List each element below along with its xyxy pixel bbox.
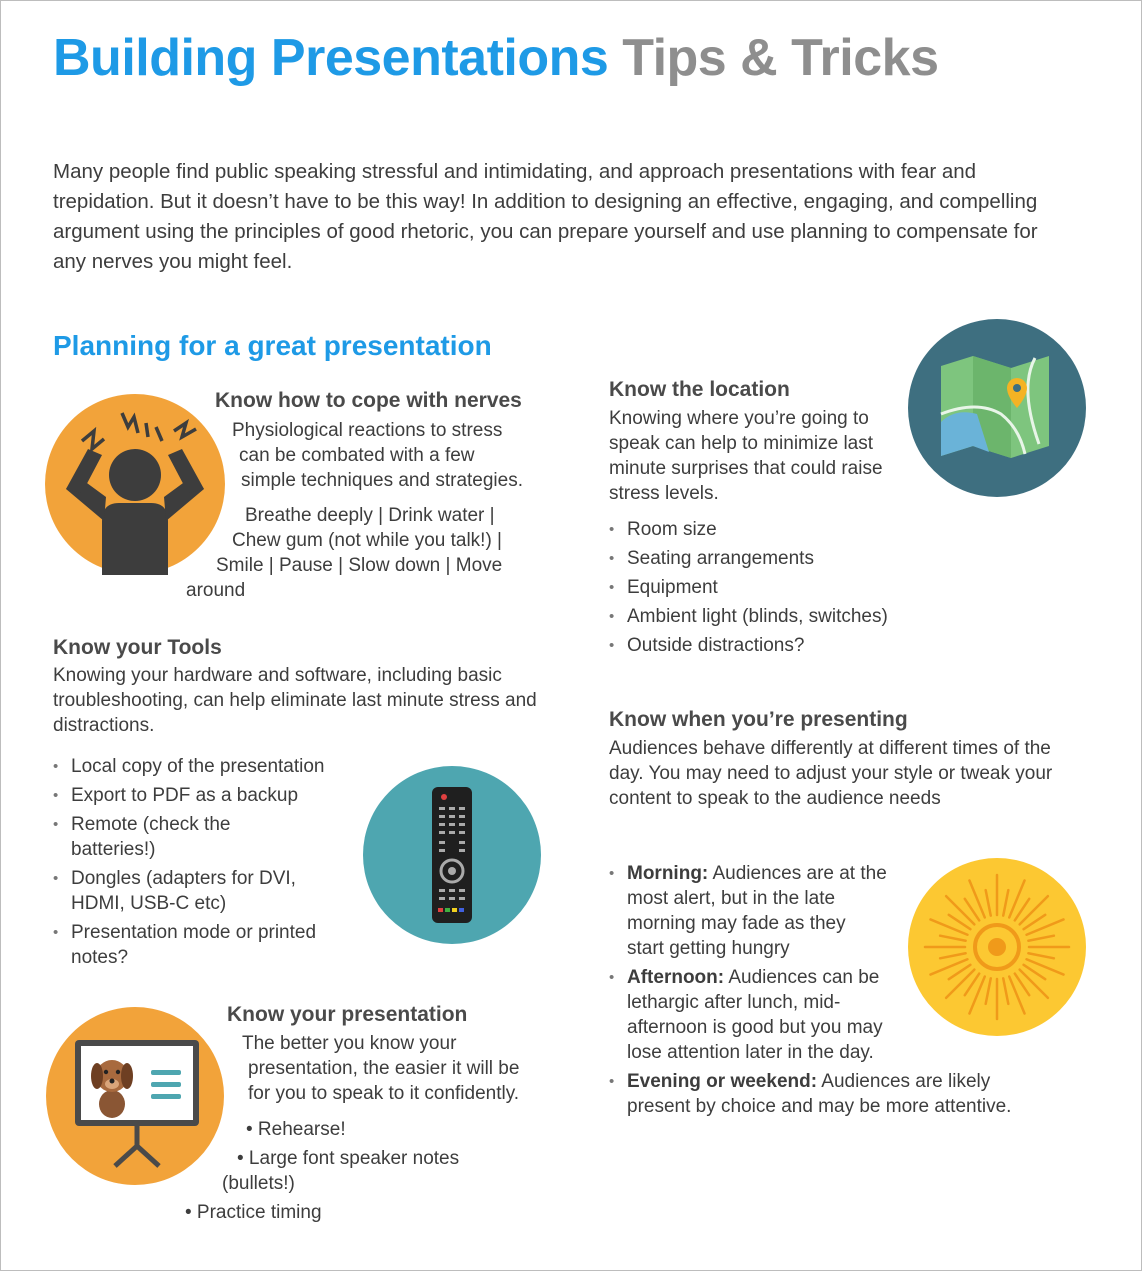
item-label: Evening or weekend: — [627, 1071, 818, 1092]
when-heading: Know when you’re presenting — [609, 708, 908, 731]
list-item: • Export to PDF as a backup — [53, 783, 353, 808]
list-item: • Remote (check the batteries!) — [53, 812, 256, 862]
list-item — [609, 861, 887, 961]
list-item: • Presentation mode or printed notes? — [53, 920, 346, 970]
when-text: Audiences behave differently at different times of the day. You may need to adjust your style or tweak your content to speak to the audience needs — [609, 738, 1053, 809]
presentation-tip-line: • Large font speaker notes — [237, 1148, 460, 1169]
title-gray: Tips & Tricks — [622, 29, 939, 87]
list-item: • Seating arrangements — [609, 546, 939, 571]
tools-text: Knowing your hardware and software, including basic troubleshooting, can help eliminate last minute stress and distractions. — [53, 665, 537, 736]
nerves-text-line: can be combated with a few — [239, 445, 475, 466]
presentation-heading: Know your presentation — [227, 1003, 468, 1026]
location-list — [609, 517, 939, 662]
item-text: Audiences are likely present by choice and may be more attentive. — [627, 1071, 1012, 1117]
item-text: Audiences can be lethargic after lunch, mid-afternoon is good but you may lose attention later in the day. — [627, 967, 883, 1063]
stressed-person-icon — [44, 393, 226, 575]
tools-heading: Know your Tools — [53, 636, 222, 659]
nerves-tips-line: Breathe deeply | Drink water | — [245, 505, 495, 526]
page-title — [53, 28, 939, 88]
section-heading: Planning for a great presentation — [53, 330, 492, 361]
map-icon — [907, 318, 1087, 498]
presentation-text-line: The better you know your — [242, 1033, 457, 1054]
presentation-easel-icon — [45, 1006, 225, 1186]
item-label: Afternoon: — [627, 967, 725, 988]
list-item: • Outside distractions? — [609, 633, 939, 658]
presentation-tip-line: • Practice timing — [185, 1202, 322, 1223]
nerves-tips-line: Smile | Pause | Slow down | Move — [216, 555, 503, 576]
intro-paragraph: Many people find public speaking stressful and intimidating, and approach presentations with fear and trepidation. But it doesn’t have to be this way! In addition to designing an effective, engaging, and compelling argument using the principles of good rhetoric, you can prepare yourself and use planning to compensate for any nerves you might feel. — [53, 160, 1038, 273]
item-text: Audiences are at the most alert, but in the late morning may fade as they start getting hungry — [627, 863, 887, 959]
list-item — [609, 1069, 1054, 1119]
location-heading: Know the location — [609, 378, 790, 401]
nerves-tips-line: Chew gum (not while you talk!) | — [232, 530, 502, 551]
list-item: • Dongles (adapters for DVI, HDMI, USB-C etc) — [53, 866, 326, 916]
presentation-tip-line: • Rehearse! — [246, 1119, 346, 1140]
item-label: Morning: — [627, 863, 709, 884]
nerves-text-line: Physiological reactions to stress — [232, 420, 503, 441]
list-item: • Equipment — [609, 575, 939, 600]
location-text: Knowing where you’re going to speak can help to minimize last minute surprises that could raise stress levels. — [609, 408, 883, 504]
presentation-text-line: for you to speak to it confidently. — [248, 1083, 520, 1104]
nerves-tips-line: around — [186, 580, 246, 601]
tools-list — [53, 754, 353, 974]
list-item: • Local copy of the presentation — [53, 754, 353, 779]
presentation-tip-line: (bullets!) — [222, 1173, 295, 1194]
remote-control-icon — [362, 765, 542, 945]
list-item — [609, 965, 907, 1065]
list-item: • Room size — [609, 517, 939, 542]
list-item: • Ambient light (blinds, switches) — [609, 604, 939, 629]
nerves-heading: Know how to cope with nerves — [215, 389, 522, 412]
sun-icon — [907, 857, 1087, 1037]
presentation-text-line: presentation, the easier it will be — [248, 1058, 520, 1079]
title-blue: Building Presentations — [53, 29, 609, 87]
nerves-text-line: simple techniques and strategies. — [241, 470, 523, 491]
